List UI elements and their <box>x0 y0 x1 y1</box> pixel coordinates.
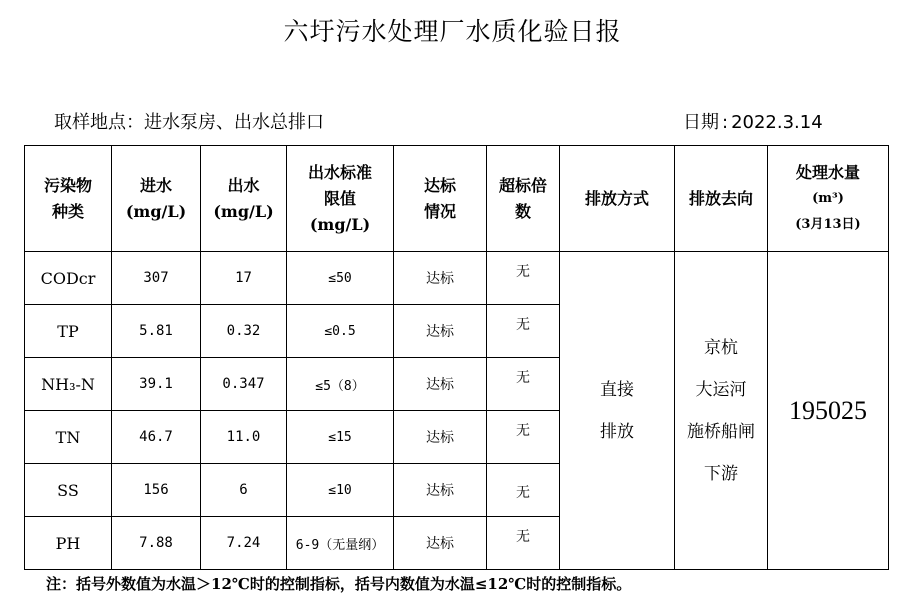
date-label: 日期 <box>683 112 719 133</box>
report-date <box>683 108 823 134</box>
cell-influent: 7.88 <box>112 517 201 570</box>
cell-limit: ≤50 <box>287 252 394 305</box>
cell-status: 达标 <box>394 305 487 358</box>
header-influent: 进水 (mg/L) <box>112 146 201 252</box>
cell-pollutant: SS <box>25 464 112 517</box>
cell-exceed: 无 <box>487 517 560 570</box>
cell-pollutant: TN <box>25 411 112 464</box>
header-row <box>25 146 889 252</box>
report-title: 六圩污水处理厂水质化验日报 <box>283 17 622 46</box>
cell-influent: 307 <box>112 252 201 305</box>
cell-limit: ≤5（8） <box>287 358 394 411</box>
header-pollutant: 污染物 种类 <box>25 146 112 252</box>
cell-influent: 5.81 <box>112 305 201 358</box>
cell-influent: 39.1 <box>112 358 201 411</box>
water-quality-table <box>24 145 889 570</box>
cell-influent: 156 <box>112 464 201 517</box>
cell-status: 达标 <box>394 517 487 570</box>
cell-effluent: 17 <box>201 252 287 305</box>
header-effluent: 出水 (mg/L) <box>201 146 287 252</box>
cell-effluent: 7.24 <box>201 517 287 570</box>
cell-pollutant: CODcr <box>25 252 112 305</box>
header-exceed: 超标倍 数 <box>487 146 560 252</box>
cell-exceed: 无 <box>487 464 560 517</box>
cell-exceed: 无 <box>487 411 560 464</box>
cell-exceed: 无 <box>487 358 560 411</box>
date-value: 2022.3.14 <box>731 112 823 133</box>
cell-limit: ≤10 <box>287 464 394 517</box>
cell-limit: ≤15 <box>287 411 394 464</box>
cell-pollutant: TP <box>25 305 112 358</box>
treated-volume: 195025 <box>768 252 889 570</box>
cell-limit: ≤0.5 <box>287 305 394 358</box>
cell-effluent: 6 <box>201 464 287 517</box>
header-volume: 处理水量 (m³) (3月13日) <box>768 146 889 252</box>
cell-status: 达标 <box>394 252 487 305</box>
header-limit: 出水标准 限值 (mg/L) <box>287 146 394 252</box>
cell-status: 达标 <box>394 358 487 411</box>
table-row <box>25 252 889 305</box>
header-status: 达标 情况 <box>394 146 487 252</box>
cell-limit: 6-9（无量纲） <box>287 517 394 570</box>
cell-status: 达标 <box>394 464 487 517</box>
cell-effluent: 0.347 <box>201 358 287 411</box>
cell-exceed: 无 <box>487 252 560 305</box>
cell-pollutant: NH₃-N <box>25 358 112 411</box>
header-method: 排放方式 <box>560 146 675 252</box>
cell-exceed: 无 <box>487 305 560 358</box>
cell-pollutant: PH <box>25 517 112 570</box>
cell-effluent: 0.32 <box>201 305 287 358</box>
footnote: 注：括号外数值为水温＞12℃时的控制指标，括号内数值为水温≤12℃时的控制指标。 <box>46 575 632 593</box>
date-separator: : <box>722 112 729 133</box>
cell-status: 达标 <box>394 411 487 464</box>
cell-influent: 46.7 <box>112 411 201 464</box>
discharge-destination: 京杭 大运河 施桥船闸 下游 <box>675 252 768 570</box>
cell-effluent: 11.0 <box>201 411 287 464</box>
header-destination: 排放去向 <box>675 146 768 252</box>
discharge-method: 直接 排放 <box>560 252 675 570</box>
sampling-location: 取样地点：进水泵房、出水总排口 <box>54 112 324 133</box>
